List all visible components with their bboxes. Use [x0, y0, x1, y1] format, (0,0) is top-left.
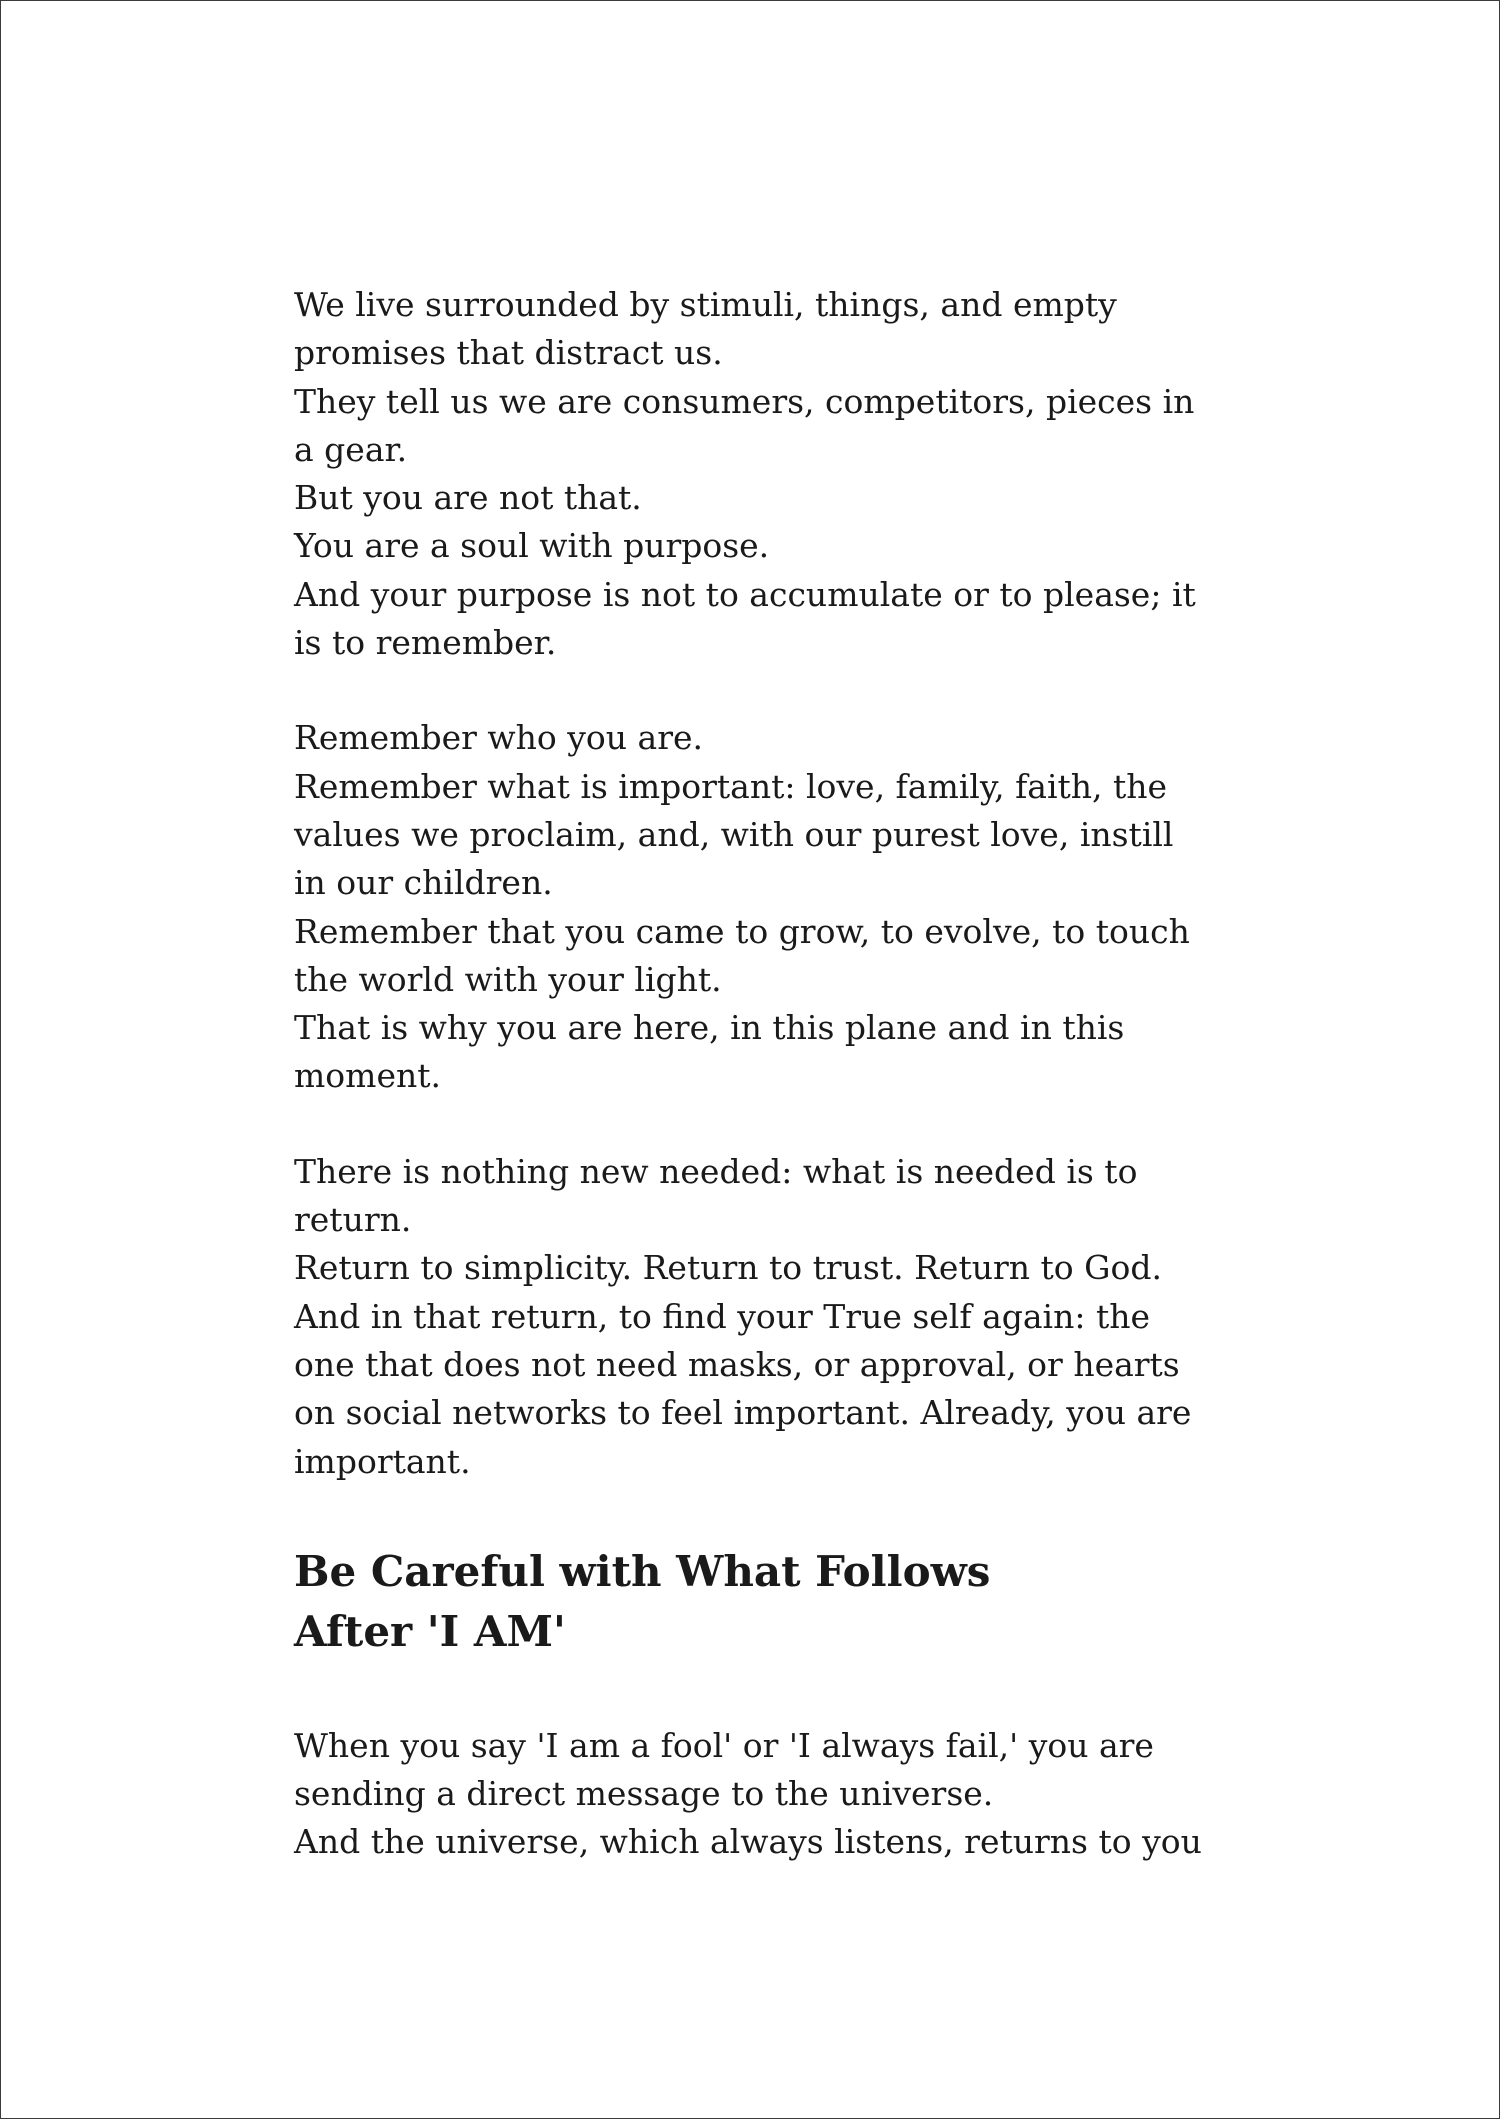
text-line: And in that return, to find your True self again: the one that does not need masks, or approval, or hearts on social networks to feel important. Already, you are important. — [294, 1296, 1192, 1481]
text-line: Remember who you are. — [294, 718, 703, 758]
text-line: Return to simplicity. Return to trust. Return to God. — [294, 1248, 1162, 1288]
paragraph-1 — [294, 281, 1214, 667]
text-line: That is why you are here, in this plane and in this moment. — [294, 1008, 1125, 1096]
text-line: And the universe, which always listens, returns to you — [294, 1822, 1202, 1862]
text-line: Remember that you came to grow, to evolve, to touch the world with your light. — [294, 911, 1190, 999]
text-line: They tell us we are consumers, competitors, pieces in a gear. — [294, 381, 1195, 469]
paragraph-3 — [294, 1148, 1214, 1486]
paragraph-closing — [294, 1722, 1214, 1867]
text-line: And your purpose is not to accumulate or to please; it is to remember. — [294, 574, 1196, 663]
text-line: You are a soul with purpose. — [294, 526, 770, 566]
text-line: But you are not that. — [294, 478, 642, 518]
text-line: There is nothing new needed: what is needed is to return. — [294, 1151, 1138, 1240]
text-line: We live surrounded by stimuli, things, and empty promises that distract us. — [294, 285, 1117, 373]
section-heading: Be Careful with What Follows After 'I AM' — [294, 1546, 991, 1656]
paragraph-2 — [294, 714, 1214, 1100]
text-line: Remember what is important: love, family, faith, the values we proclaim, and, with our purest love, instill in our children. — [294, 766, 1174, 903]
text-line: When you say 'I am a fool' or 'I always fail,' you are sending a direct message to the universe. — [294, 1725, 1154, 1814]
page-content — [294, 281, 1214, 1914]
